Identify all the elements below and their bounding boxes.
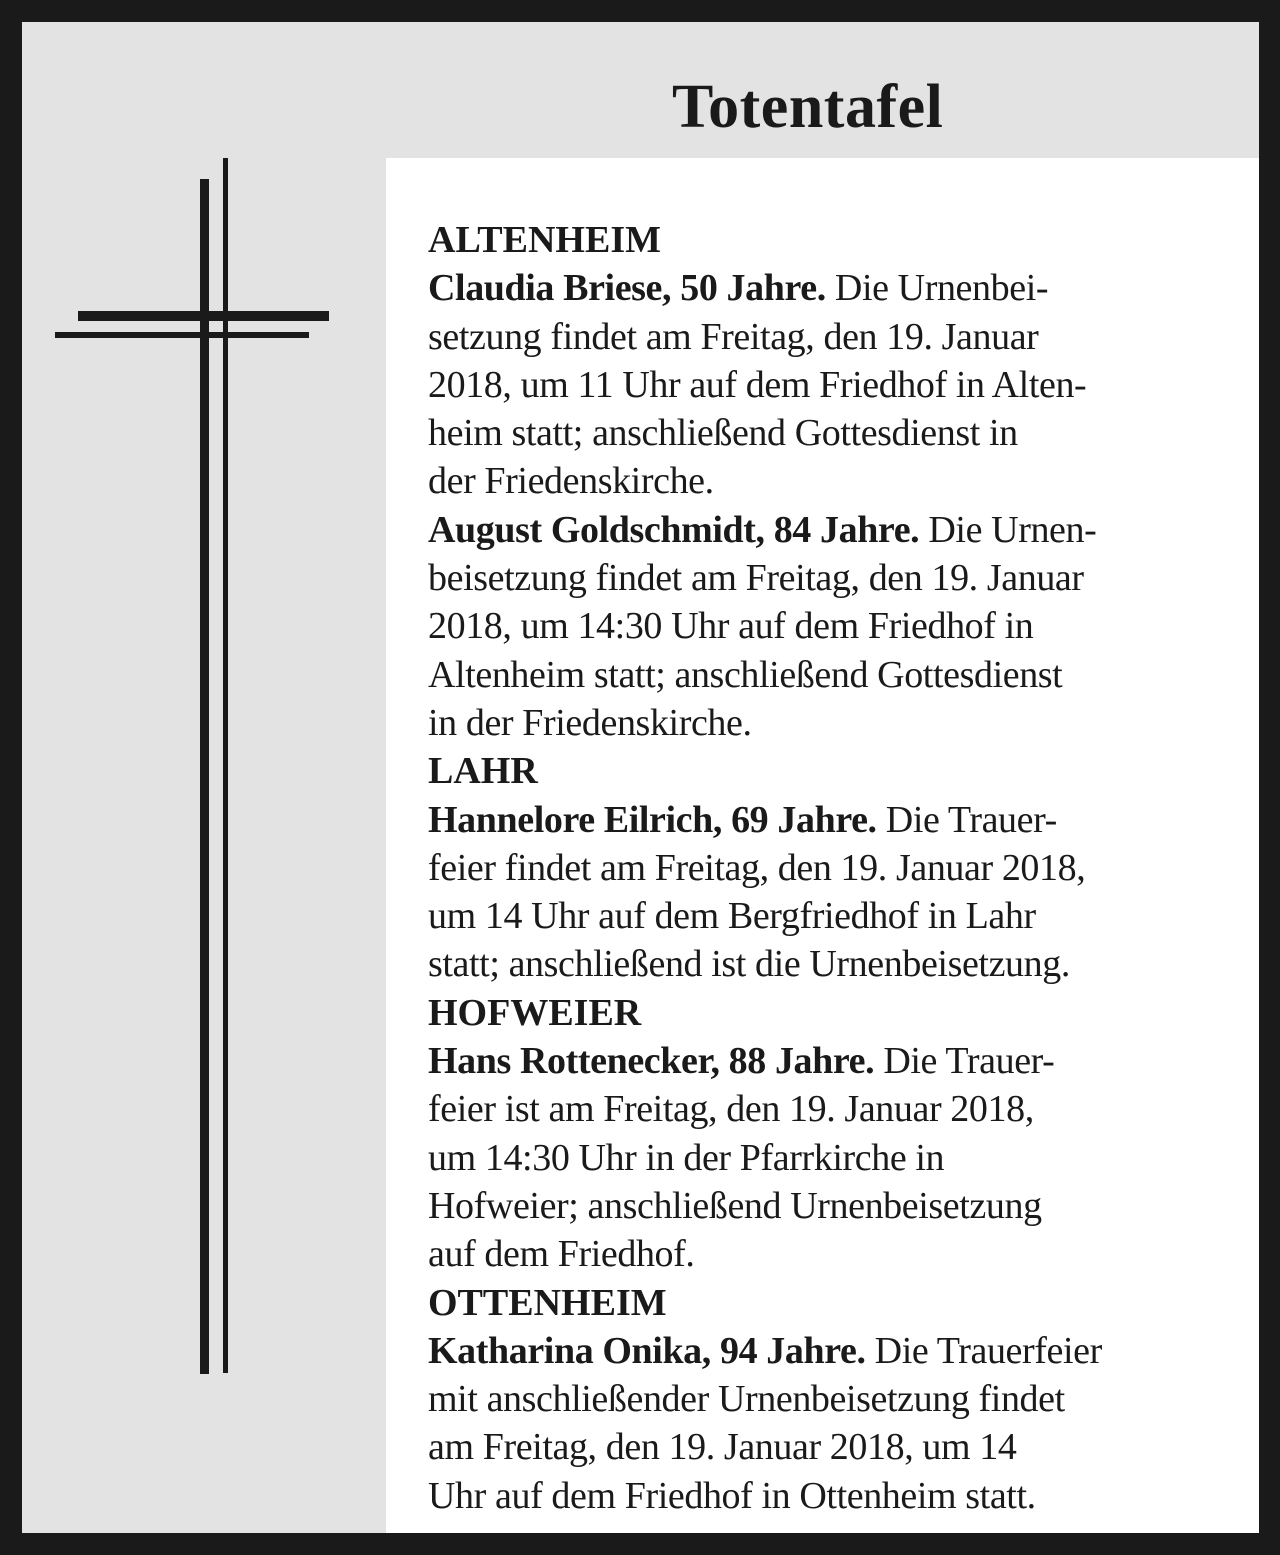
entry-text: Die Urnen- bbox=[919, 508, 1097, 551]
cross-icon bbox=[22, 22, 352, 1382]
entry-text: setzung findet am Freitag, den 19. Januar bbox=[428, 315, 1039, 358]
obituary-entry bbox=[428, 796, 1248, 844]
entry-text: in der Friedenskirche. bbox=[428, 701, 752, 744]
entry-text: Die Trauer- bbox=[876, 798, 1057, 841]
entry-text: Die Urnenbei- bbox=[825, 267, 1049, 310]
entry-text: feier ist am Freitag, den 19. Januar 2018, bbox=[428, 1088, 1034, 1131]
entry-text: feier findet am Freitag, den 19. Januar 2018, bbox=[428, 846, 1086, 889]
page-title: Totentafel bbox=[672, 73, 944, 141]
obituary-list bbox=[428, 216, 1248, 1520]
entry-text: am Freitag, den 19. Januar 2018, um 14 bbox=[428, 1426, 1017, 1469]
entry-text: Die Trauerfeier bbox=[865, 1329, 1102, 1372]
place-heading: OTTENHEIM bbox=[428, 1281, 667, 1324]
entry-text: Hofweier; anschließend Urnenbeisetzung bbox=[428, 1184, 1042, 1227]
content-panel bbox=[386, 158, 1259, 1533]
entry-text: auf dem Friedhof. bbox=[428, 1233, 695, 1276]
entry-text: heim statt; anschließend Gottesdienst in bbox=[428, 412, 1018, 455]
entry-text: Die Trauer- bbox=[874, 1040, 1055, 1083]
person-name: Hans Rottenecker, 88 Jahre. bbox=[428, 1040, 875, 1083]
place-heading: ALTENHEIM bbox=[428, 219, 661, 261]
obituary-entry bbox=[428, 506, 1248, 554]
entry-text: um 14:30 Uhr in der Pfarrkirche in bbox=[428, 1136, 945, 1179]
entry-text: Altenheim statt; anschließend Gottesdienst bbox=[428, 653, 1063, 696]
entry-text: 2018, um 14:30 Uhr auf dem Friedhof in bbox=[428, 605, 1034, 648]
person-name: Claudia Briese, 50 Jahre. bbox=[428, 267, 826, 310]
place-heading: HOFWEIER bbox=[428, 991, 642, 1034]
obituary-entry bbox=[428, 1037, 1248, 1085]
entry-text: der Friedenskirche. bbox=[428, 460, 714, 503]
entry-text: beisetzung findet am Freitag, den 19. Januar bbox=[428, 557, 1084, 600]
person-name: Hannelore Eilrich, 69 Jahre. bbox=[428, 798, 877, 841]
entry-text: um 14 Uhr auf dem Bergfriedhof in Lahr bbox=[428, 895, 1036, 938]
obituary-entry bbox=[428, 264, 1248, 312]
entry-text: mit anschließender Urnenbeisetzung findet bbox=[428, 1378, 1065, 1421]
entry-text: 2018, um 11 Uhr auf dem Friedhof in Alten- bbox=[428, 363, 1087, 406]
person-name: August Goldschmidt, 84 Jahre. bbox=[428, 508, 920, 551]
person-name: Katharina Onika, 94 Jahre. bbox=[428, 1329, 866, 1372]
obituary-frame bbox=[22, 22, 1259, 1533]
obituary-entry bbox=[428, 1327, 1248, 1375]
entry-text: Uhr auf dem Friedhof in Ottenheim statt. bbox=[428, 1474, 1036, 1517]
place-heading: LAHR bbox=[428, 750, 538, 793]
entry-text: statt; anschließend ist die Urnenbeisetzung. bbox=[428, 943, 1070, 986]
